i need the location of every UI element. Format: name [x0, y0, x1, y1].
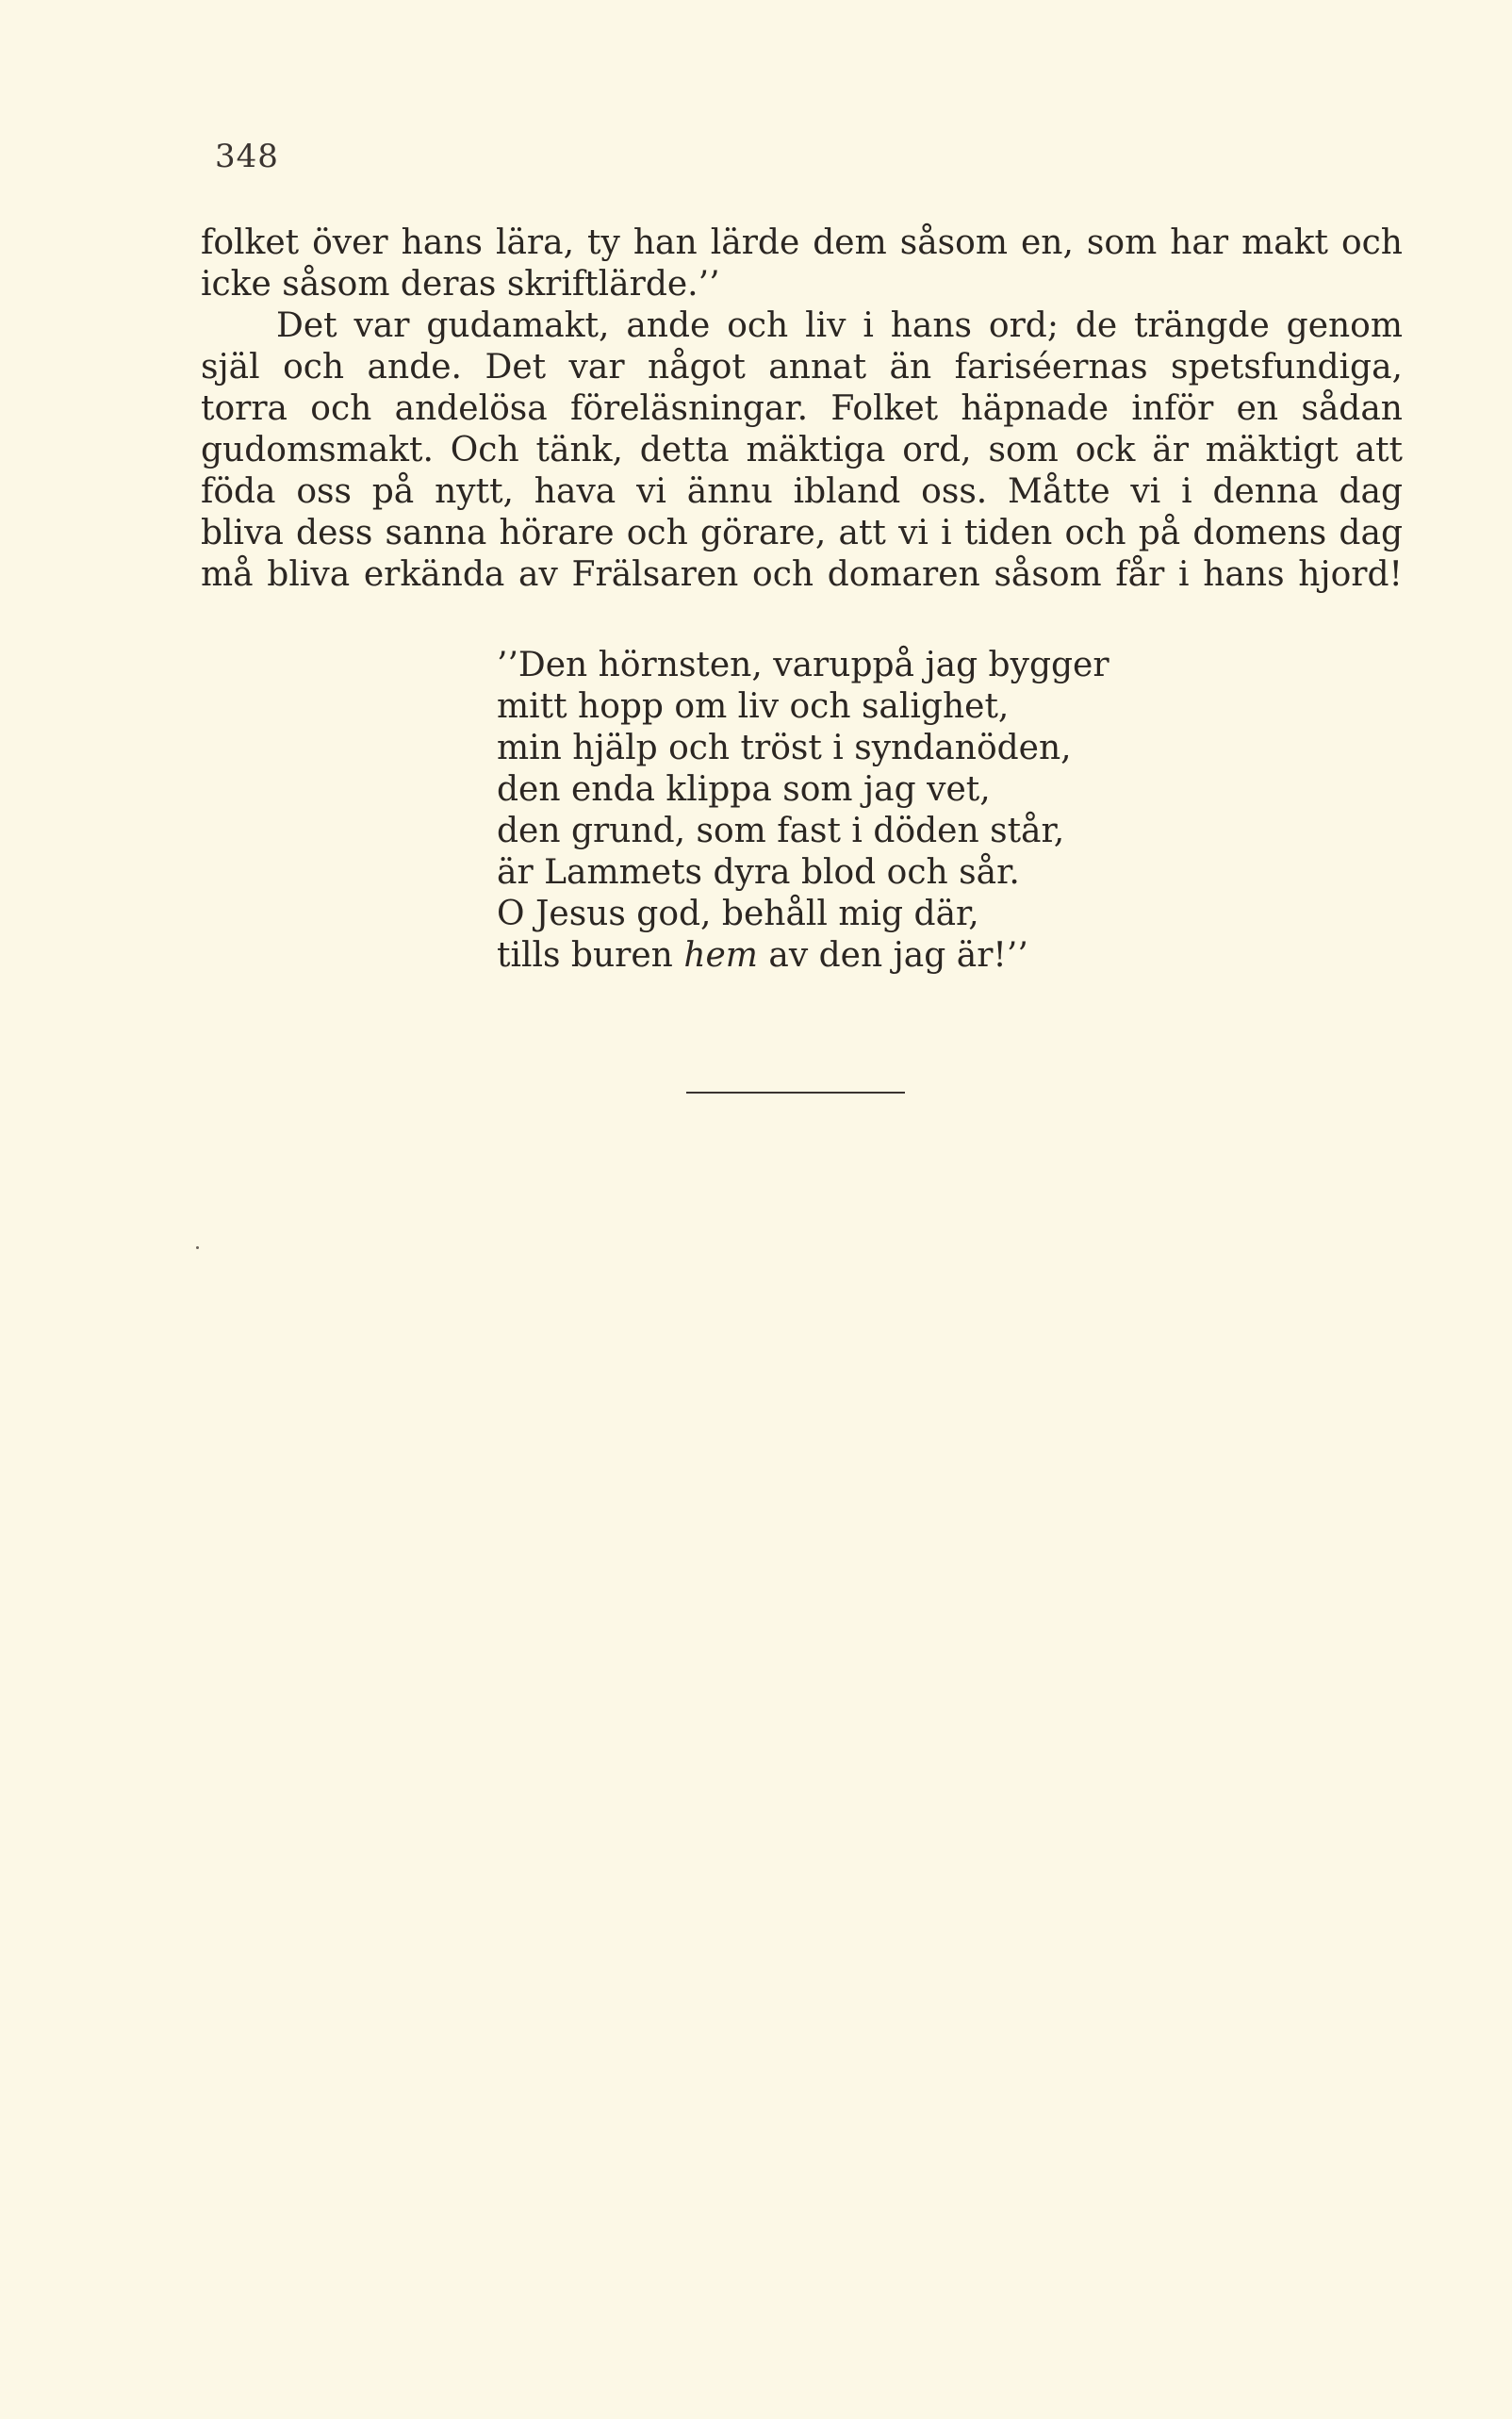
body-paragraph	[201, 222, 1403, 596]
verse-line: är Lammets dyra blod och sår.	[497, 853, 1020, 892]
print-speck	[196, 1246, 199, 1249]
verse-line: mitt hopp om liv och salighet,	[497, 687, 1010, 726]
paragraph-line: icke såsom deras skriftlärde.’’	[201, 265, 720, 304]
hymn-verse	[497, 645, 1194, 977]
verse-text: tills buren	[497, 936, 684, 975]
verse-line: den grund, som fast i döden står,	[497, 812, 1065, 850]
paragraph-line: må bliva erkända av Frälsaren och domaren såsom får i hans hjord!	[201, 555, 1403, 594]
verse-line: den enda klippa som jag vet,	[497, 770, 991, 809]
paragraph-line: bliva dess sanna hörare och görare, att vi i tiden och på domens dag	[201, 514, 1403, 552]
verse-text: av den jag är!’’	[757, 936, 1028, 975]
paragraph-line: föda oss på nytt, hava vi ännu ibland oss. Måtte vi i denna dag	[201, 472, 1403, 511]
verse-line: O Jesus god, behåll mig där,	[497, 895, 979, 933]
verse-line-last	[497, 935, 1194, 977]
verse-line: min hjälp och tröst i syndanöden,	[497, 729, 1072, 767]
paragraph-line: torra och andelösa föreläsningar. Folket häpnade inför en sådan	[201, 389, 1403, 428]
paragraph-line: Det var gudamakt, ande och liv i hans ord; de trängde genom	[276, 306, 1403, 345]
italic-word: hem	[683, 936, 758, 975]
paragraph-line: gudomsmakt. Och tänk, detta mäktiga ord, som ock är mäktigt att	[201, 431, 1403, 469]
verse-line: ’’Den hörnsten, varuppå jag bygger	[497, 646, 1109, 684]
paragraph-line: själ och ande. Det var något annat än fariséernas spetsfundiga,	[201, 348, 1403, 387]
page-number: 348	[215, 138, 279, 175]
paragraph-line: folket över hans lära, ty han lärde dem såsom en, som har makt och	[201, 223, 1403, 262]
section-divider	[686, 1092, 905, 1094]
